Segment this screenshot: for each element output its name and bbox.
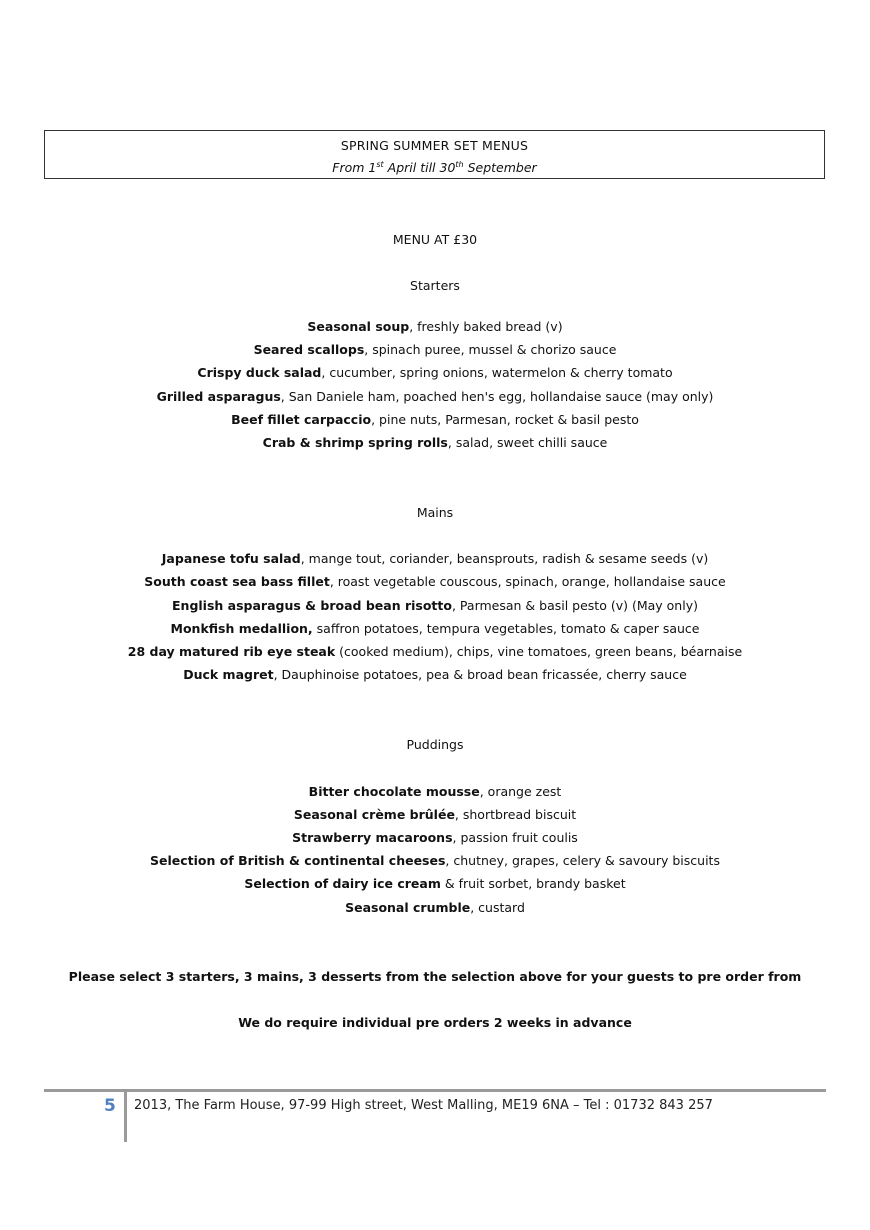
dish-name: Monkfish medallion, [170,621,313,636]
dish-description: , mange tout, coriander, beansprouts, radish & sesame seeds (v) [300,551,709,566]
dates-text-middle: April till 30 [383,160,456,175]
menu-item [0,807,870,823]
menu-item [0,412,870,428]
dish-description: , cucumber, spring onions, watermelon & cherry tomato [321,365,673,380]
dish-description: , Dauphinoise potatoes, pea & broad bean fricassée, cherry sauce [273,667,687,682]
selection-note: Please select 3 starters, 3 mains, 3 desserts from the selection above for your guests to pre order from [68,969,802,984]
dish-name: Seasonal soup [307,319,410,334]
footer-vertical-divider [124,1092,127,1142]
dish-name: English asparagus & broad bean risotto [172,598,452,613]
section-heading-puddings: Puddings [406,737,464,752]
footer-address: 2013, The Farm House, 97-99 High street, West Malling, ME19 6NA – Tel : 01732 843 257 [134,1098,713,1113]
dish-name: 28 day matured rib eye steak [127,644,336,659]
dish-name: Crispy duck salad [197,365,322,380]
menu-item [0,667,870,683]
menu-price-title: MENU AT £30 [392,232,478,247]
menu-item [0,574,870,590]
dish-name: South coast sea bass fillet [144,574,330,589]
dish-name: Seasonal crème brûlée [293,807,455,822]
menu-item [0,435,870,451]
dates-text-start: From 1 [332,160,377,175]
menu-item [0,551,870,567]
dish-name: Strawberry macaroons [292,830,453,845]
dates-ordinal-2: th [455,160,464,169]
dish-name: Japanese tofu salad [161,551,301,566]
menu-item [0,853,870,869]
menu-item [0,644,870,660]
dish-description: saffron potatoes, tempura vegetables, tomato & caper sauce [312,621,700,636]
dish-description: , salad, sweet chilli sauce [447,435,608,450]
dish-name: Duck magret [183,667,274,682]
dish-description: , roast vegetable couscous, spinach, orange, hollandaise sauce [329,574,726,589]
menu-header-box [44,130,825,179]
dish-name: Beef fillet carpaccio [231,412,372,427]
menu-header-dates [45,160,824,175]
page-number: 5 [104,1096,116,1116]
dish-description: (cooked medium), chips, vine tomatoes, green beans, béarnaise [335,644,743,659]
dates-ordinal-1: st [376,160,384,169]
dish-name: Seared scallops [253,342,365,357]
menu-item [0,830,870,846]
menu-item [0,876,870,892]
dish-name: Selection of dairy ice cream [244,876,441,891]
dish-description: , freshly baked bread (v) [409,319,563,334]
dish-name: Bitter chocolate mousse [308,784,480,799]
dish-description: , Parmesan & basil pesto (v) (May only) [451,598,698,613]
dish-description: , chutney, grapes, celery & savoury biscuits [445,853,720,868]
dish-name: Selection of British & continental cheeses [150,853,446,868]
dates-text-end: September [463,160,537,175]
menu-header-title: SPRING SUMMER SET MENUS [340,138,529,153]
menu-item [0,342,870,358]
dish-description: , pine nuts, Parmesan, rocket & basil pesto [371,412,639,427]
preorder-note: We do require individual pre orders 2 weeks in advance [238,1015,632,1030]
dish-description: & fruit sorbet, brandy basket [440,876,626,891]
dish-description: , shortbread biscuit [454,807,577,822]
section-heading-mains: Mains [416,505,454,520]
footer-divider [44,1089,826,1092]
menu-item [0,900,870,916]
dish-description: , passion fruit coulis [452,830,578,845]
menu-item [0,784,870,800]
dish-description: , custard [470,900,525,915]
dish-name: Crab & shrimp spring rolls [262,435,448,450]
dish-name: Seasonal crumble [345,900,471,915]
section-heading-starters: Starters [410,278,460,293]
dish-description: , San Daniele ham, poached hen's egg, hollandaise sauce (may only) [280,389,714,404]
menu-item [0,389,870,405]
menu-item [0,598,870,614]
menu-item [0,365,870,381]
dish-description: , orange zest [479,784,562,799]
menu-item [0,621,870,637]
menu-item [0,319,870,335]
dish-name: Grilled asparagus [156,389,281,404]
dish-description: , spinach puree, mussel & chorizo sauce [364,342,617,357]
